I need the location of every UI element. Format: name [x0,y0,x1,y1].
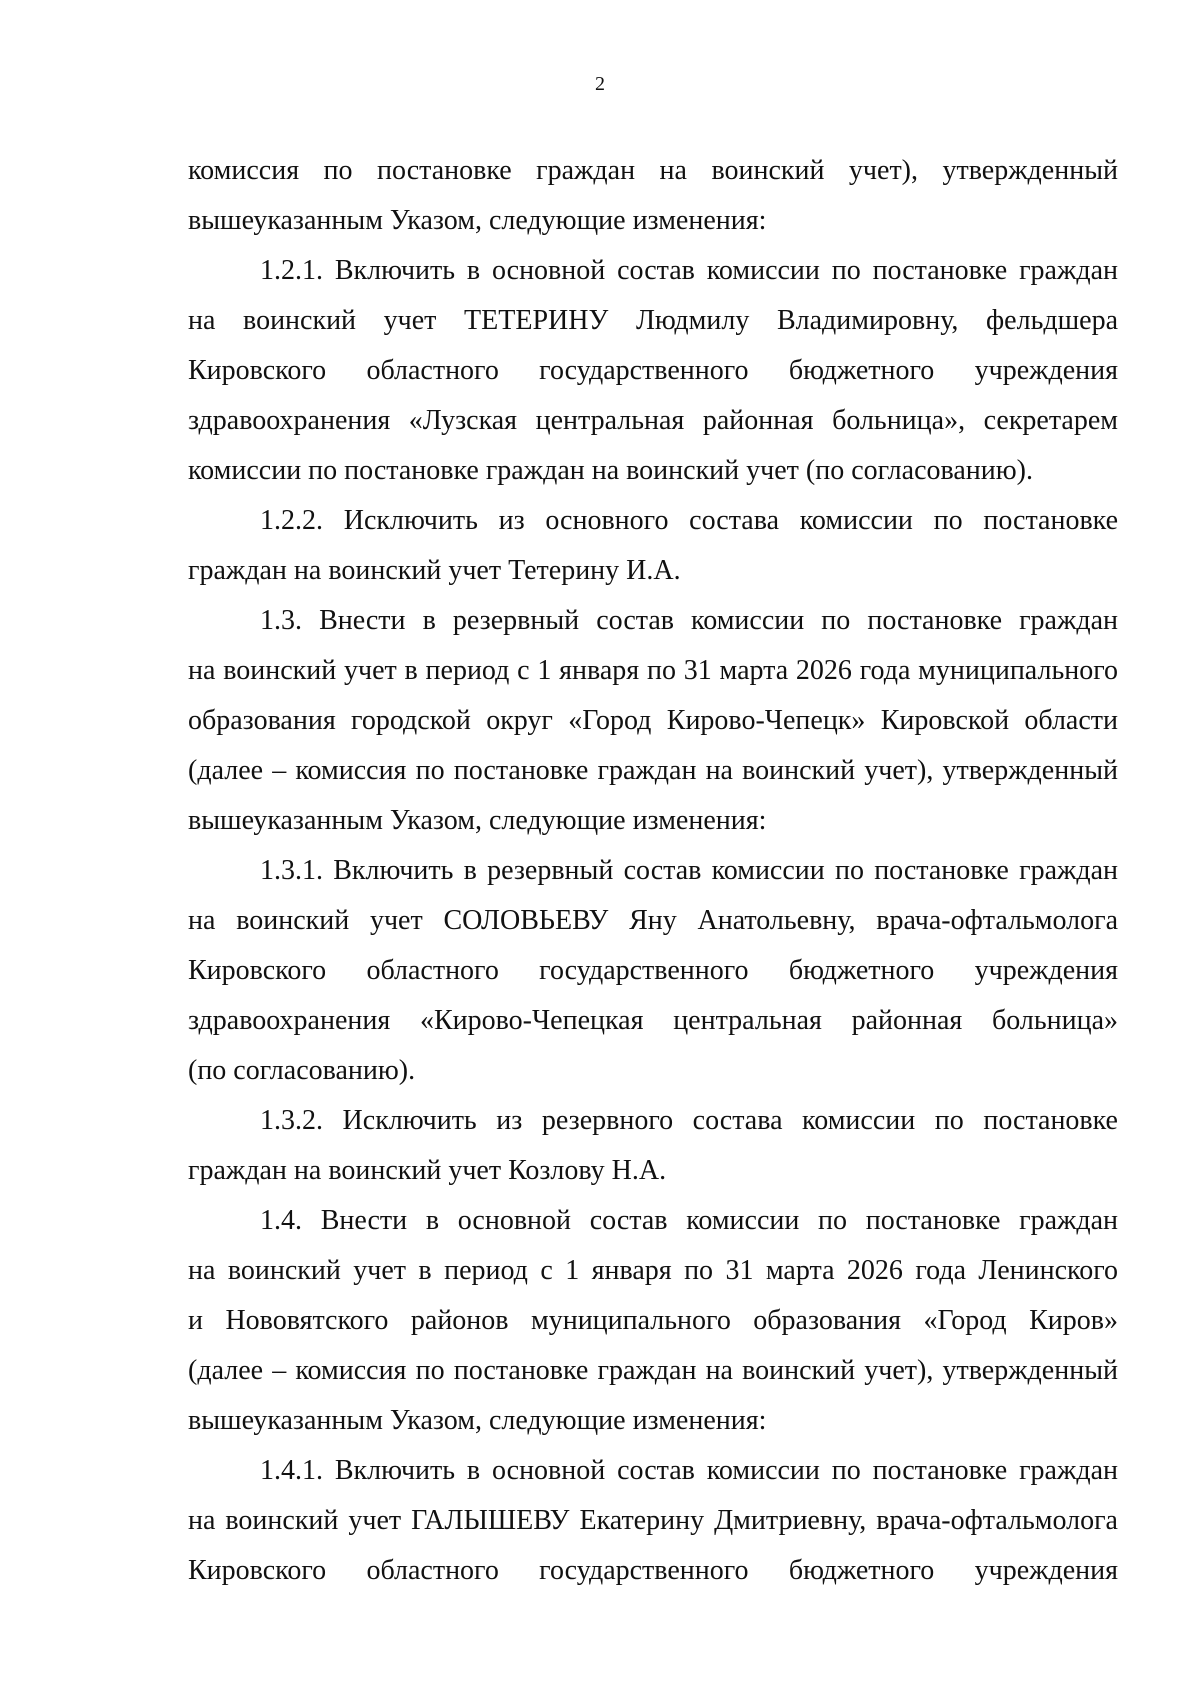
text-line: (далее – комиссия по постановке граждан на воинский учет), утвержденный [188,755,1118,786]
text-line: комиссии по постановке граждан на воинский учет (по согласованию). [188,455,1034,486]
text-line: 1.3. Внести в резервный состав комиссии по постановке граждан [260,605,1118,636]
text-line: 1.3.2. Исключить из резервного состава комиссии по постановке [260,1105,1118,1136]
page-number: 2 [595,73,605,95]
text-line: Кировского областного государственного бюджетного учреждения [188,955,1118,986]
text-line: и Нововятского районов муниципального образования «Город Киров» [188,1305,1118,1336]
text-line: здравоохранения «Кирово-Чепецкая центральная районная больница» [188,1005,1118,1036]
text-line: на воинский учет СОЛОВЬЕВУ Яну Анатольевну, врача-офтальмолога [188,905,1118,936]
text-line: (по согласованию). [188,1055,416,1086]
text-line: вышеуказанным Указом, следующие изменения: [188,205,767,236]
text-line: на воинский учет ГАЛЫШЕВУ Екатерину Дмитриевну, врача-офтальмолога [188,1505,1118,1536]
document-body [188,146,1118,1596]
text-line: комиссия по постановке граждан на воинский учет), утвержденный [188,155,1118,186]
text-line: граждан на воинский учет Козлову Н.А. [188,1155,667,1186]
text-line: здравоохранения «Лузская центральная районная больница», секретарем [188,405,1118,436]
text-line: 1.2.1. Включить в основной состав комиссии по постановке граждан [260,255,1118,286]
text-line: 1.4. Внести в основной состав комиссии по постановке граждан [260,1205,1118,1236]
text-line: образования городской округ «Город Кирово-Чепецк» Кировской области [188,705,1118,736]
text-line: на воинский учет в период с 1 января по 31 марта 2026 года муниципального [188,655,1118,686]
text-line: граждан на воинский учет Тетерину И.А. [188,555,681,586]
text-line: вышеуказанным Указом, следующие изменения: [188,1405,767,1436]
text-line: на воинский учет в период с 1 января по 31 марта 2026 года Ленинского [188,1255,1118,1286]
text-line: 1.3.1. Включить в резервный состав комиссии по постановке граждан [260,855,1118,886]
text-line: вышеуказанным Указом, следующие изменения: [188,805,767,836]
text-line: (далее – комиссия по постановке граждан на воинский учет), утвержденный [188,1355,1118,1386]
text-line: Кировского областного государственного бюджетного учреждения [188,355,1118,386]
text-line: 1.4.1. Включить в основной состав комиссии по постановке граждан [260,1455,1118,1486]
text-line: 1.2.2. Исключить из основного состава комиссии по постановке [260,505,1118,536]
text-line: Кировского областного государственного бюджетного учреждения [188,1555,1118,1586]
text-line: на воинский учет ТЕТЕРИНУ Людмилу Владимировну, фельдшера [188,305,1118,336]
